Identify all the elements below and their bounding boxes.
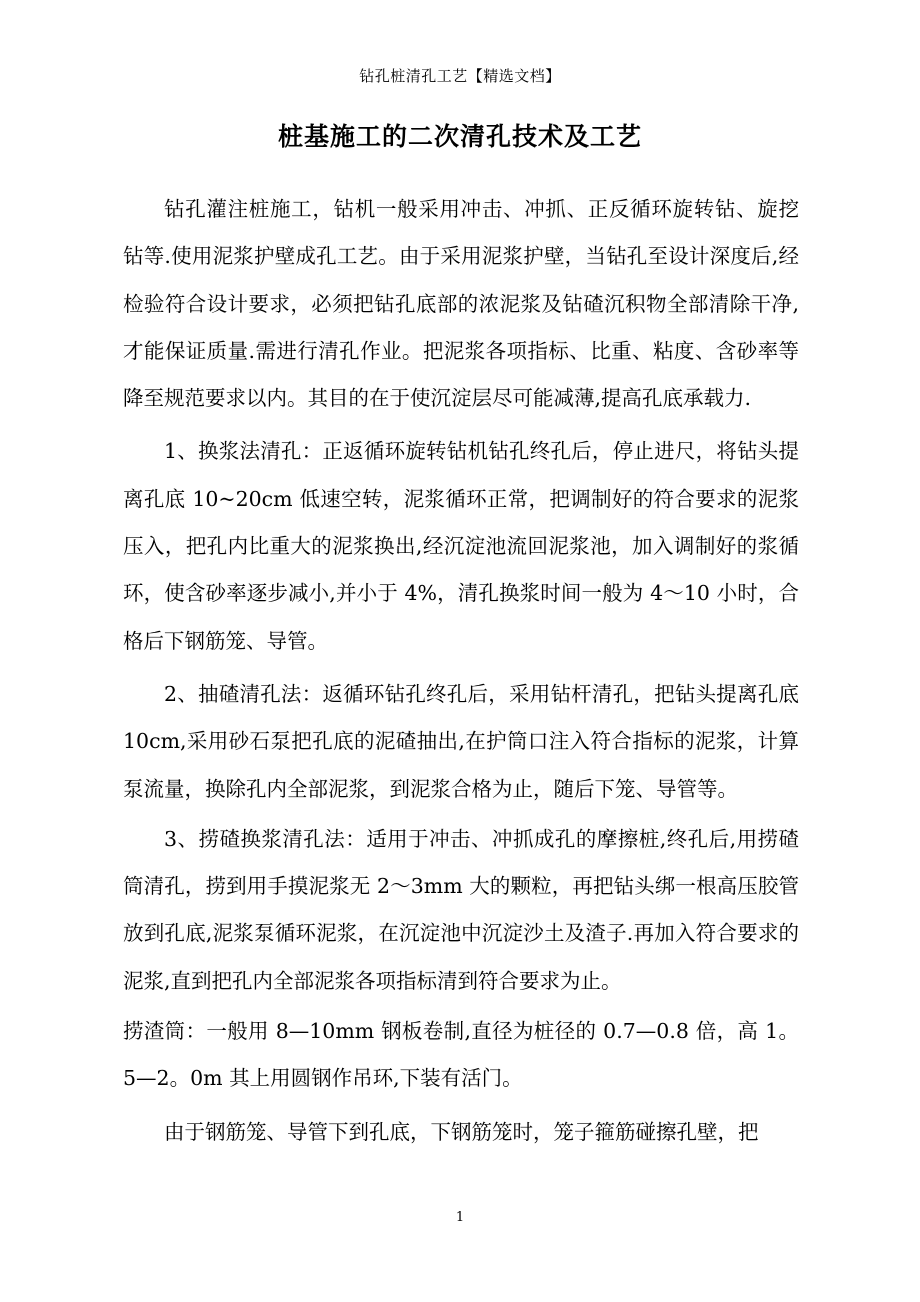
page-number: 1 xyxy=(455,1210,465,1225)
document-body xyxy=(123,186,799,1156)
paragraph-intro: 钻孔灌注桩施工，钻机一般采用冲击、冲抓、正反循环旋转钻、旋挖钻等.使用泥浆护壁成孔工艺。由于采用泥浆护壁，当钻孔至设计深度后,经检验符合设计要求，必须把钻孔底部的浓泥浆及钻碴沉积物全部清除干净,才能保证质量.需进行清孔作业。把泥浆各项指标、比重、粘度、含砂率等降至规范要求以内。其目的在于使沉淀层尽可能减薄,提高孔底承载力. xyxy=(123,197,799,411)
paragraph-method-2: 2、抽碴清孔法：返循环钻孔终孔后，采用钻杆清孔，把钻头提离孔底 10cm,采用砂石泵把孔底的泥碴抽出,在护筒口注入符合指标的泥浆，计算泵流量，换除孔内全部泥浆，到泥浆合格为止，随后下笼、导管等。 xyxy=(123,681,799,801)
running-header: 钻孔桩清孔工艺【精选文档】 xyxy=(359,67,561,85)
paragraph-method-1: 1、换浆法清孔：正返循环旋转钻机钻孔终孔后，停止进尺，将钻头提离孔底 10~20cm 低速空转，泥浆循环正常，把调制好的符合要求的泥浆压入，把孔内比重大的泥浆换出,经沉淀池流回泥浆池，加入调制好的浆循环，使含砂率逐步减小,并小于 4%，清孔换浆时间一般为 4～10 小时，合格后下钢筋笼、导管。 xyxy=(123,439,799,653)
document-title: 桩基施工的二次清孔技术及工艺 xyxy=(277,122,642,151)
paragraph-slag-bucket: 捞渣筒：一般用 8—10mm 钢板卷制,直径为桩径的 0.7—0.8 倍，高 1。5—2。0m 其上用圆钢作吊环,下装有活门。 xyxy=(123,1019,799,1091)
paragraph-method-3: 3、捞碴换浆清孔法：适用于冲击、冲抓成孔的摩擦桩,终孔后,用捞碴筒清孔，捞到用手摸泥浆无 2～3mm 大的颗粒，再把钻头绑一根高压胶管放到孔底,泥浆泵循环泥浆，在沉淀池中沉淀沙土及渣子.再加入符合要求的泥浆,直到把孔内全部泥浆各项指标清到符合要求为止。 xyxy=(123,826,799,993)
paragraph-continuation: 由于钢筋笼、导管下到孔底，下钢筋笼时，笼子箍筋碰擦孔壁，把 xyxy=(164,1119,759,1144)
